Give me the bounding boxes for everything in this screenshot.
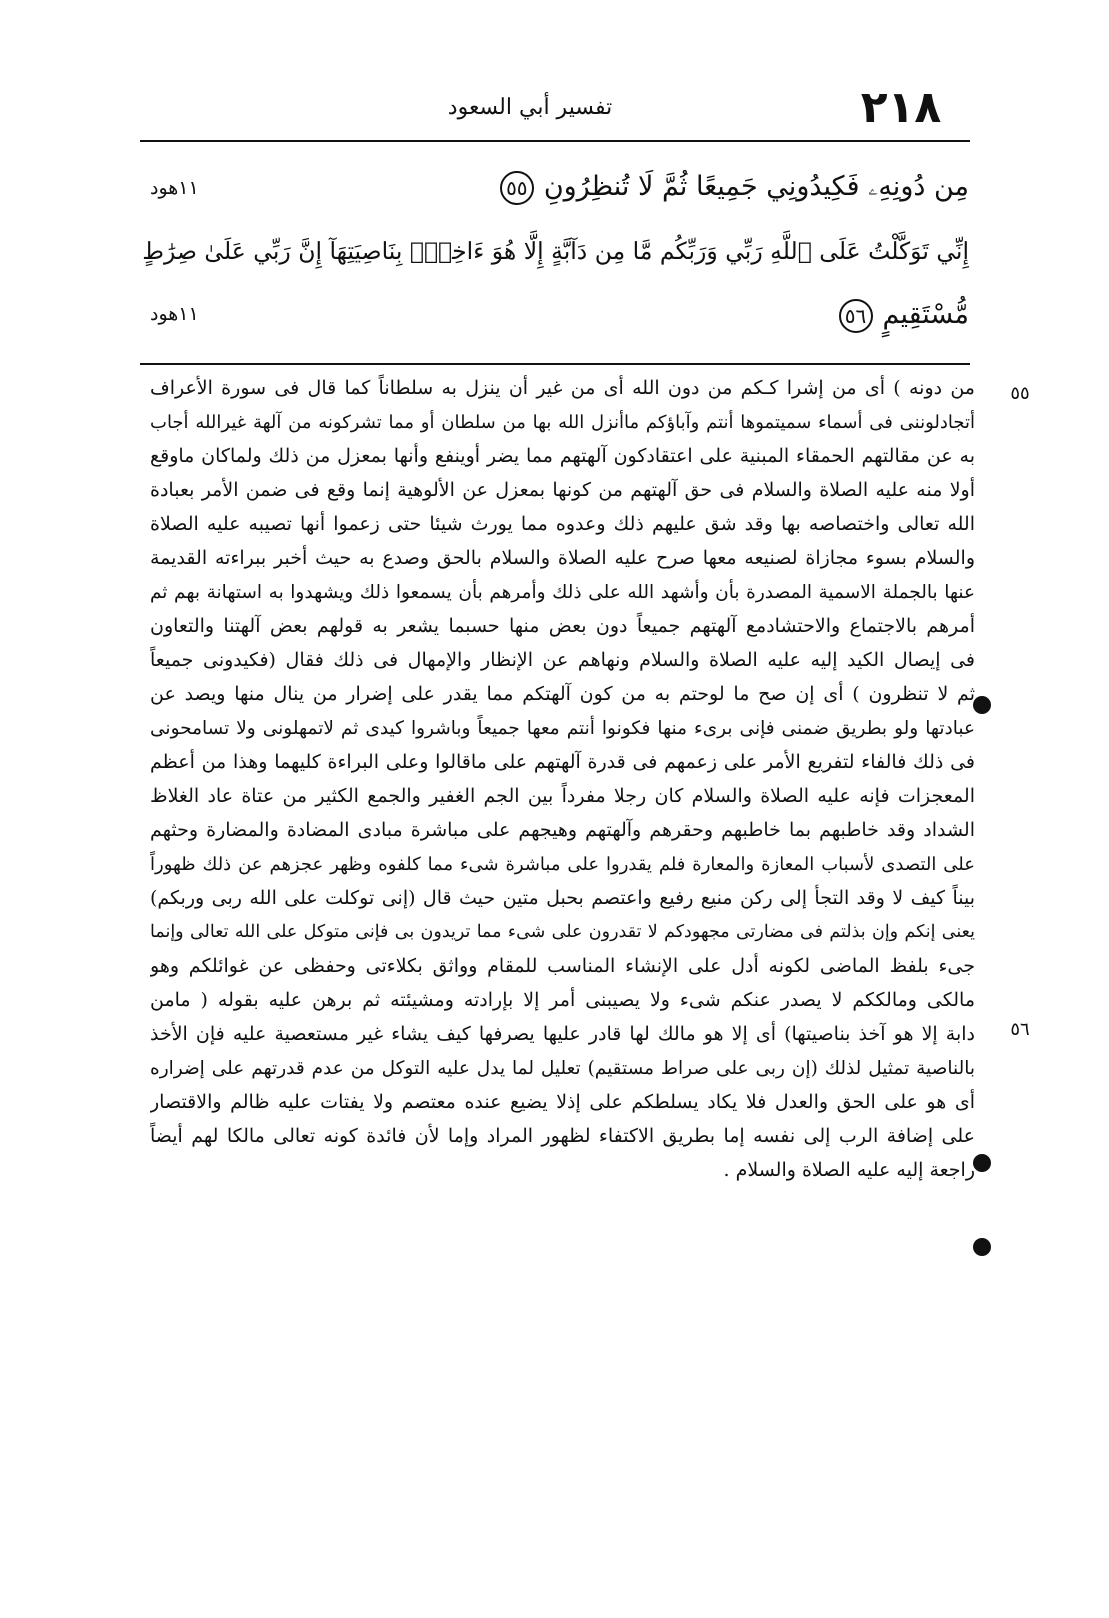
commentary-line: والسلام بسوء مجازاة لصنيعه معها صرح عليه الصلاة والسلام بالحق وصدع به حيث أخبر ببراءته القديمة [150, 547, 975, 569]
commentary-line: بيناً كيف لا وقد التجأ إلى ركن منيع رفيع واعتصم بحبل متين حيث قال (إنى توكلت على الله ربى وربكم) [150, 887, 975, 909]
commentary-line: على إضافة الرب إلى نفسه إما بطريق الاكتفاء لظهور المراد وإما لأن فائدة كونه تعالى مالكا لهم أيضاً [150, 1125, 975, 1147]
header-rule [140, 140, 970, 142]
quran-line [839, 286, 969, 344]
commentary-line: مالكى ومالككم لا يصدر عنكم شىء ولا يصيبنى أمر إلا بإرادته ومشيئته ثم برهن عليه بقوله ( مامن [150, 989, 975, 1011]
verse-marker: ٥٦ [839, 299, 873, 333]
commentary-line: أتجادلوننى فى أسماء سميتموها أنتم وآباؤكم ماأنزل الله بها من سلطان أو مما تشركونه من آلهة غيرالله أجاب [150, 412, 975, 433]
bullet-marker [973, 1238, 991, 1256]
quran-line [142, 222, 969, 280]
commentary-line: به عن مقالتهم الحمقاء المبنية على اعتقادكون آلهتهم مما يضر أوينفع وأنها بمعزل من ذلك ولماكان ماوقع [150, 445, 975, 467]
commentary-line: عبادتها ولو بطريق ضمنى فإنى برىء منها فكونوا أنتم معها جميعاً وباشروا كيدى ثم لاتمهلونى ولا تسامحونى [150, 718, 975, 739]
verse-marker: ٥٥ [500, 171, 534, 205]
surah-reference: ١١هود [150, 303, 199, 325]
section-rule [140, 363, 970, 365]
commentary-line: على التصدى لأسباب المعازة والمعارة فلم يقدروا على مباشرة شىء مما كلفوه وظهر عجزهم عن ذلك ظهوراً [150, 854, 975, 875]
quran-line-text: مُّسْتَقِيمٍ [882, 299, 969, 330]
commentary-line: المعجزات فإنه عليه الصلاة والسلام كان رجلا مفرداً بين الجم الغفير والجمع الكثير من عتاة عاد الغلاظ [150, 785, 975, 807]
quran-line [500, 158, 969, 216]
commentary-line: فى إيصال الكيد إليه عليه الصلاة والسلام ونهاهم عن الإنظار والإمهال فى ذلك فقال (فكيدونى جميعاً [150, 649, 975, 671]
commentary-line: راجعة إليه عليه الصلاة والسلام . [723, 1159, 975, 1181]
quran-line-text: إِنِّي تَوَكَّلْتُ عَلَى ٱللَّهِ رَبِّي وَرَبِّكُم مَّا مِن دَآبَّةٍ إِلَّا هُوَ ءَاخِذٌۢ بِنَاصِيَتِهَآ إِنَّ رَبِّي عَلَىٰ صِرَٰطٍ [142, 237, 969, 265]
commentary-line: بالناصية تمثيل لذلك (إن ربى على صراط مستقيم) تعليل لما يدل عليه التوكل من عدم قدرتهم على إضراره [150, 1058, 975, 1079]
commentary-line: أى هو على الحق والعدل فلا يكاد يسلطكم على إذلا يضيع عنده معتصم ولا يفتات عليه ظالم والاقتصار [150, 1091, 975, 1113]
commentary-line: أمرهم بالاجتماع والاحتشادمع آلهتهم جميعاً دون بعض منها حسبما يشعر به قولهم بعض آلهتنا والتعاون [150, 615, 975, 637]
commentary-line: أولا منه عليه الصلاة والسلام فى حق آلهتهم من كونها بمعزل عن الألوهية إنما وقع فى ضمن الأمر بعبادة [150, 479, 975, 501]
book-title: تفسير أبي السعود [447, 95, 613, 120]
page-number: ٢١٨ [860, 82, 942, 133]
commentary-verse-number: ٥٦ [1010, 1019, 1030, 1040]
commentary-verse-number: ٥٥ [1010, 383, 1030, 404]
commentary-line: يعنى إنكم وإن بذلتم فى مضارتى مجهودكم لا تقدرون على شىء مما تريدون بى فإنى متوكل على الله تعالى وإنما [150, 922, 975, 942]
commentary-line: من دونه ) أى من إشرا كـكم من دون الله أى من غير أن ينزل به سلطاناً كما قال فى سورة الأعراف [150, 377, 975, 399]
commentary-line: فى ذلك فالفاء لتفريع الأمر على زعمهم فى قدرة آلهتهم على ماقالوا وعلى البراءة كليهما وهذا من أعظم [150, 751, 975, 773]
bullet-marker [973, 696, 991, 714]
surah-reference: ١١هود [150, 177, 199, 199]
commentary-line: جىء بلفظ الماضى لكونه أدل على الإنشاء المناسب للمقام وواثق بكلاءتى وحفظى عن غوائلكم وهو [150, 955, 975, 977]
commentary-line: عنها بالجملة الاسمية المصدرة بأن وأشهد الله على ذلك وأمرهم بأن يسمعوا ذلك ويشهدوا به استهانة بهم ثم [150, 582, 975, 603]
quran-line-text: مِن دُونِهِۦ فَكِيدُونِي جَمِيعًا ثُمَّ لَا تُنظِرُونِ [543, 171, 969, 202]
commentary-line: دابة إلا هو آخذ بناصيتها) أى إلا هو مالك لها قادر عليها يصرفها كيف يشاء غير مستعصية عليه فإن الأخذ [150, 1023, 975, 1045]
commentary-line: ثم لا تنظرون ) أى إن صح ما لوحتم به من كون آلهتكم مما يقدر على إضرار من ينال منها ويصد عن [150, 683, 975, 705]
commentary-line: الشداد وقد خاطبهم بما خاطبهم وحقرهم وآلهتهم وهيجهم على مباشرة مبادى المضادة والمضارة وحثهم [150, 819, 975, 841]
bullet-marker [973, 1154, 991, 1172]
commentary-line: الله تعالى واختصاصه بها وقد شق عليهم ذلك وعدوه مما يورث شيئا حتى زعموا أنها تصيبه عليه الصلاة [150, 513, 975, 535]
